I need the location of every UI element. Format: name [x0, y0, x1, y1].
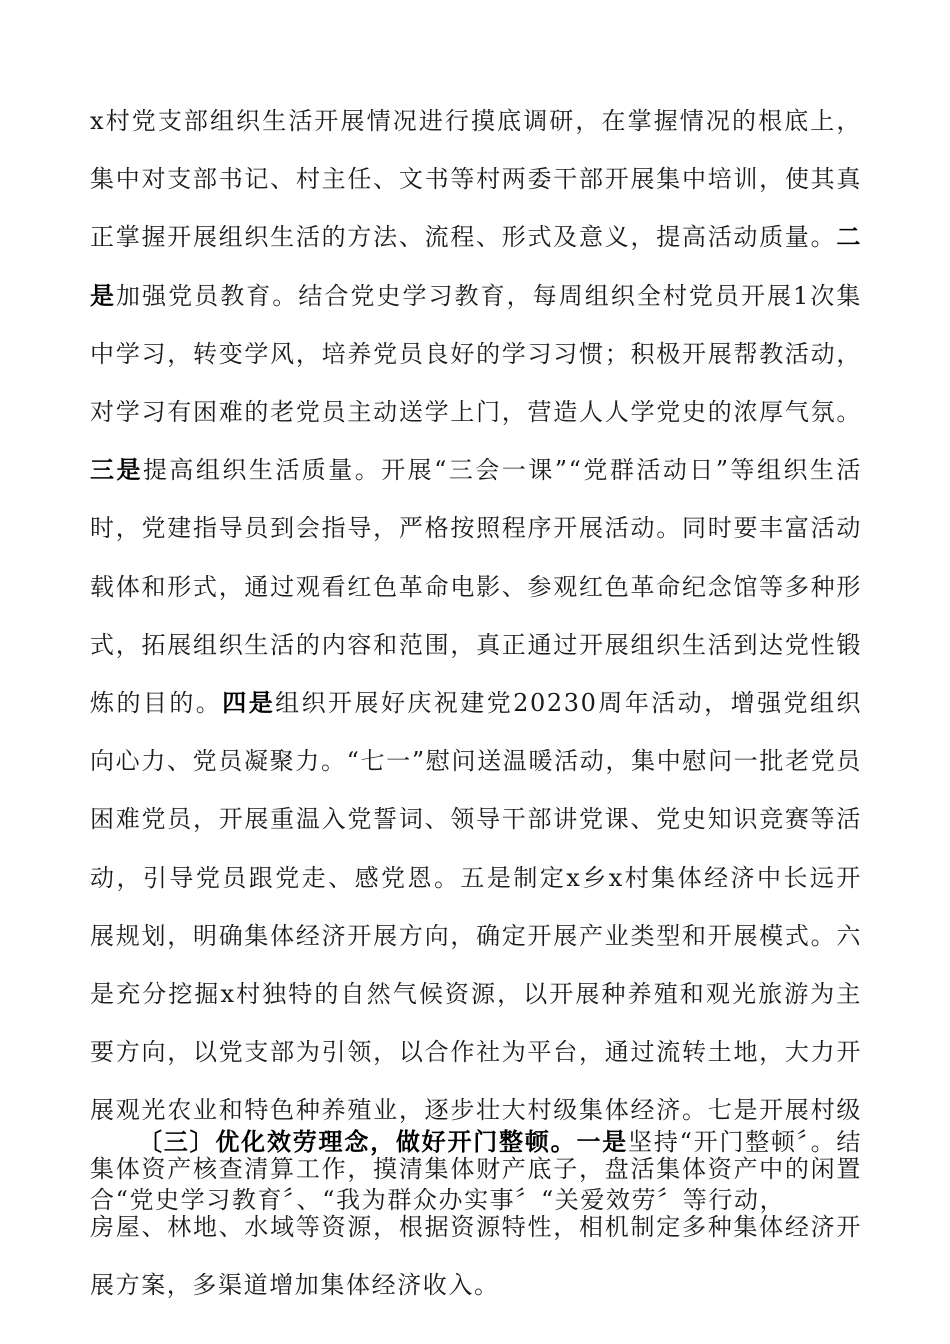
- paragraph-text: x村党支部组织生活开展情况进行摸底调研，在掌握情况的根底上，集中对支部书记、村主任、文书等村两委干部开展集中培训，使其真正掌握开展组织生活的方法、流程、形式及意义，提高活动质量。: [90, 107, 862, 252]
- section-paragraph: [90, 1113, 862, 1229]
- bold-ordinal: 四是: [222, 688, 276, 718]
- bold-ordinal: 三是: [90, 455, 143, 485]
- bold-ordinal: 二是: [90, 222, 862, 310]
- bold-ordinal: 一是: [576, 1127, 629, 1156]
- paragraph-text: 组织开展好庆祝建党20230周年活动，增强党组织向心力、党员凝聚力。“七一”慰问送温暖活动，集中慰问一批老党员困难党员，开展重温入党誓词、领导干部讲党课、党史知识竞赛等活动，引导党员跟党走、感党恩。五是制定x乡x村集体经济中长远开展规划，明确集体经济开展方向，确定开展产业类型和开展模式。六是充分挖掘x村独特的自然气候资源，以开展种养殖和观光旅游为主要方向，以党支部为引领，以合作社为平台，通过流转土地，大力开展观光农业和特色种养殖业，逐步壮大村级集体经济。七是开展村级集体资产核查清算工作，摸清集体财产底子，盘活集体资产中的闲置房屋、林地、水域等资源，根据资源特性，相机制定多种集体经济开展方案，多渠道增加集体经济收入。: [90, 689, 863, 1300]
- paragraph-text: 加强党员教育。结合党史学习教育，每周组织全村党员开展1次集中学习，转变学风，培养党员良好的学习习惯；积极开展帮教活动，对学习有困难的老党员主动送学上门，营造人人学党史的浓厚气氛。: [90, 281, 862, 427]
- paragraph-text: 坚持“开门整顿〞。结合“党史学习教育〞、“我为群众办实事〞“关爱效劳〞等行动，: [90, 1128, 863, 1215]
- paragraph-text: 提高组织生活质量。开展“三会一课”“党群活动日”等组织生活时，党建指导员到会指导，严格按照程序开展活动。同时要丰富活动载体和形式，通过观看红色革命电影、参观红色革命纪念馆等多种形式，拓展组织生活的内容和范围，真正通过开展组织生活到达党性锻炼的目的。: [90, 456, 862, 718]
- section-heading: 〔三〕优化效劳理念，做好开门整顿。: [138, 1127, 577, 1156]
